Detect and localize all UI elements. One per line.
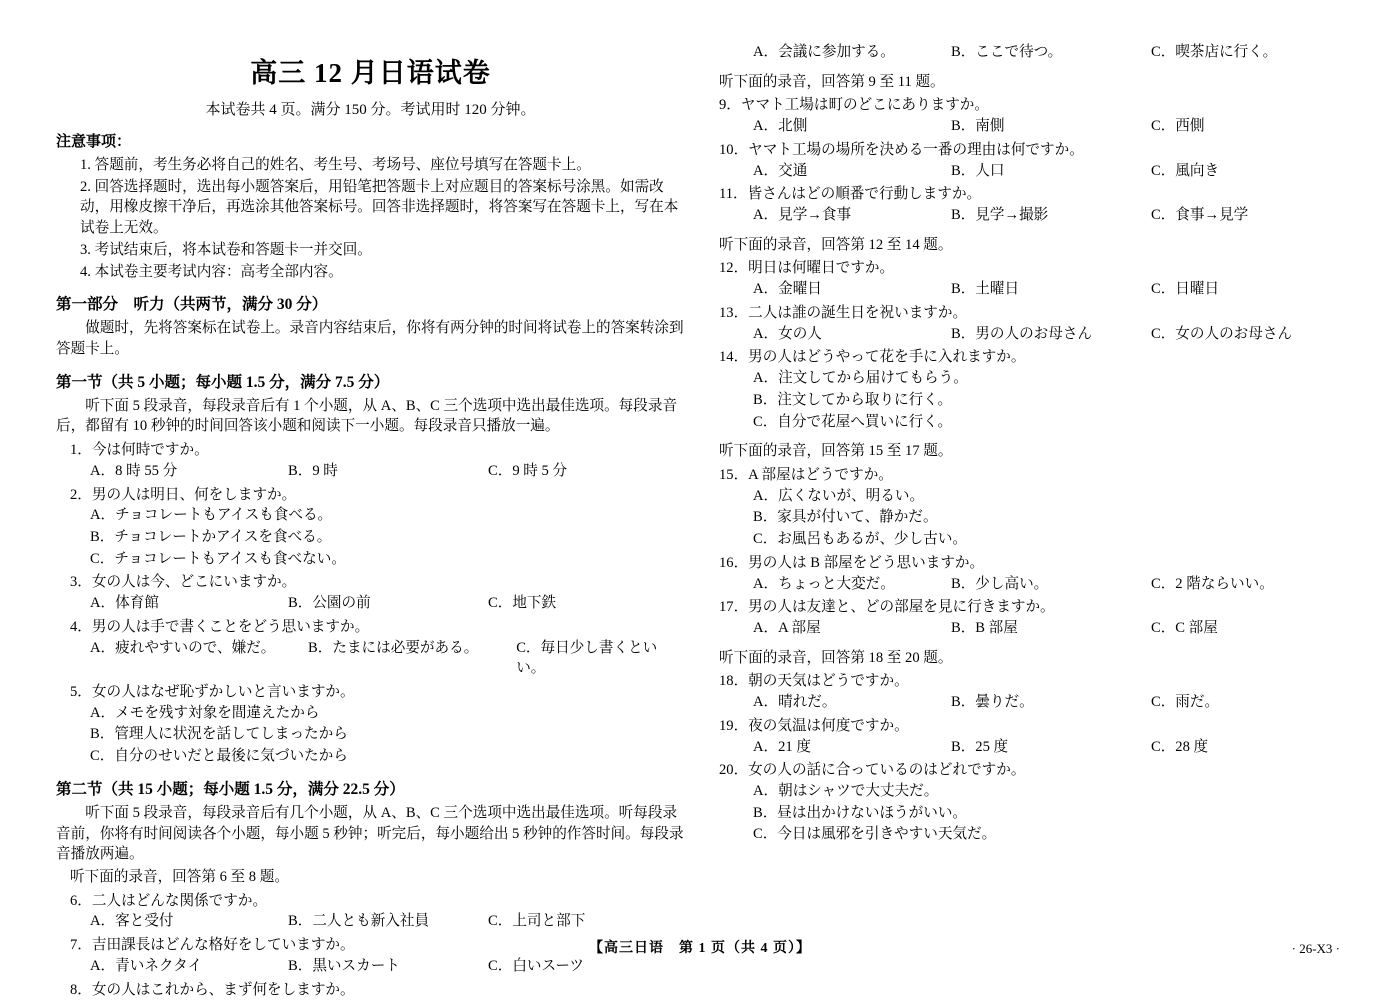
question-15 bbox=[719, 465, 1344, 486]
footer-page-label: 【高三日语 第 1 页（共 4 页）】 bbox=[589, 941, 811, 956]
option-a[interactable]: A．金曜日 bbox=[752, 281, 822, 298]
question-number: 7． bbox=[70, 937, 92, 954]
option-b[interactable]: B．男の人のお母さん bbox=[950, 325, 1093, 342]
option-a[interactable]: A．見学→食事 bbox=[752, 207, 852, 224]
option-c[interactable]: C．女の人のお母さん bbox=[1150, 325, 1293, 342]
option-b[interactable]: B．ここで待つ。 bbox=[950, 44, 1063, 60]
option-a[interactable]: A．A 部屋 bbox=[752, 619, 821, 636]
notice-item: 1. 答题前，考生务必将自己的姓名、考生号、考场号、座位号填写在答题卡上。 bbox=[80, 156, 591, 173]
option-b[interactable]: B．見学→撮影 bbox=[950, 207, 1049, 224]
question-5 bbox=[70, 682, 685, 703]
option-b[interactable]: B．少し高い。 bbox=[950, 575, 1049, 592]
notice-item: 3. 考试结束后，将本试卷和答题卡一并交回。 bbox=[80, 241, 372, 258]
question-stem: 女の人は今、どこにいますか。 bbox=[91, 574, 297, 591]
right-column bbox=[719, 38, 1344, 918]
option-a[interactable]: A．8 時 55 分 bbox=[90, 462, 178, 479]
option-b[interactable]: B．南側 bbox=[950, 118, 1005, 135]
question-number: 14． bbox=[718, 349, 749, 366]
question-stem: 男の人は手で書くことをどう思いますか。 bbox=[91, 618, 370, 635]
option-a[interactable]: A．21 度 bbox=[752, 738, 811, 755]
exam-subtitle: 本试卷共 4 页。满分 150 分。考试用时 120 分钟。 bbox=[205, 102, 536, 119]
options-14 bbox=[753, 368, 1344, 432]
option-a[interactable]: A．注文してから届けてもらう。 bbox=[752, 370, 968, 387]
question-stem: 皆さんはどの順番で行動しますか。 bbox=[747, 186, 982, 203]
option-c[interactable]: C．西側 bbox=[1150, 118, 1205, 135]
option-c[interactable]: C．風向き bbox=[1150, 162, 1220, 179]
option-b[interactable]: B．たまには必要がある。 bbox=[308, 639, 479, 656]
question-stem: 男の人はどうやって花を手に入れますか。 bbox=[748, 349, 1026, 366]
option-c[interactable]: C．2 階ならいい。 bbox=[1150, 575, 1274, 592]
question-13 bbox=[719, 303, 1344, 324]
question-stem: 夜の気温は何度ですか。 bbox=[748, 717, 909, 734]
question-20 bbox=[719, 760, 1344, 781]
options-4 bbox=[90, 638, 685, 679]
question-stem: 男の人は明日、何をしますか。 bbox=[91, 486, 297, 503]
options-3 bbox=[90, 593, 685, 614]
options-9 bbox=[753, 116, 1344, 137]
options-10 bbox=[753, 161, 1344, 182]
question-stem: ヤマト工場の場所を決める一番の理由は何ですか。 bbox=[748, 141, 1084, 158]
options-12 bbox=[753, 279, 1344, 300]
options-11 bbox=[753, 205, 1344, 226]
part1-heading: 第一部分 听力（共两节，满分 30 分） bbox=[56, 296, 328, 314]
options-8 bbox=[753, 42, 1344, 63]
question-stem: 男の人は B 部屋をどう思いますか。 bbox=[748, 554, 985, 571]
page-footer bbox=[0, 937, 1400, 957]
listen-label-18-20: 听下面的录音，回答第 18 至 20 题。 bbox=[718, 649, 953, 666]
question-number: 2． bbox=[70, 486, 92, 503]
option-c[interactable]: C．雨だ。 bbox=[1150, 694, 1220, 711]
question-number: 18． bbox=[718, 673, 749, 690]
option-c[interactable]: C．自分のせいだと最後に気づいたから bbox=[90, 748, 348, 765]
section2-heading: 第二节（共 15 小题；每小题 1.5 分，满分 22.5 分） bbox=[56, 780, 405, 798]
option-a[interactable]: A．疲れやすいので、嫌だ。 bbox=[90, 639, 276, 656]
question-10 bbox=[719, 140, 1344, 161]
option-b[interactable]: B．公園の前 bbox=[288, 595, 371, 612]
question-12 bbox=[719, 258, 1344, 279]
option-c[interactable]: C．チョコレートもアイスも食べない。 bbox=[90, 550, 346, 567]
question-stem: A 部屋はどうですか。 bbox=[748, 466, 893, 483]
footer-paper-code: · 26-X3 · bbox=[1291, 941, 1340, 956]
notice-item: 2. 回答选择题时，选出每小题答案后，用铅笔把答题卡上对应题目的答案标号涂黑。如需改动，用橡皮擦干净后，再选涂其他答案标号。回答非选择题时，将答案写在答题卡上，写在本试卷上无效。 bbox=[80, 178, 679, 237]
question-1 bbox=[70, 440, 685, 461]
question-19 bbox=[719, 716, 1344, 737]
option-a[interactable]: A．広くないが、明るい。 bbox=[752, 487, 925, 504]
option-c[interactable]: C．白いスーツ bbox=[488, 957, 584, 974]
question-stem: 今は何時ですか。 bbox=[91, 442, 209, 459]
question-2 bbox=[70, 485, 685, 506]
question-6 bbox=[70, 891, 685, 912]
option-a[interactable]: A．ちょっと大変だ。 bbox=[752, 575, 895, 592]
section1-intro: 听下面 5 段录音，每段录音后有 1 个小题，从 A、B、C 三个选项中选出最佳选项。每段录音后，都留有 10 秒钟的时间回答该小题和阅读下一小题。每段录音只播放一遍。 bbox=[56, 397, 678, 435]
option-a[interactable]: A．会議に参加する。 bbox=[752, 44, 895, 60]
option-b[interactable]: B．曇りだ。 bbox=[950, 694, 1034, 711]
option-c[interactable]: C．9 時 5 分 bbox=[488, 462, 568, 479]
option-b[interactable]: B．25 度 bbox=[950, 738, 1009, 755]
question-number: 12． bbox=[718, 260, 749, 277]
option-a[interactable]: A．チョコレートもアイスも食べる。 bbox=[90, 507, 333, 524]
page-title: 高三 12 月日语试卷 bbox=[250, 58, 491, 88]
options-16 bbox=[753, 574, 1344, 595]
options-20 bbox=[753, 781, 1344, 845]
part1-intro: 做题时，先将答案标在试卷上。录音内容结束后，你将有两分钟的时间将试卷上的答案转涂到答题卡上。 bbox=[56, 320, 684, 357]
option-b[interactable]: B．管理人に状況を話してしまったから bbox=[90, 726, 348, 743]
option-c[interactable]: C．毎日少し書くといい。 bbox=[516, 639, 658, 677]
option-b[interactable]: B．二人とも新入社員 bbox=[288, 913, 430, 930]
question-number: 17． bbox=[718, 599, 749, 616]
option-b[interactable]: B．B 部屋 bbox=[950, 619, 1018, 636]
option-c[interactable]: C．28 度 bbox=[1150, 738, 1209, 755]
options-5 bbox=[90, 703, 685, 767]
question-number: 9． bbox=[718, 97, 741, 114]
option-a[interactable]: A．青いネクタイ bbox=[90, 957, 203, 974]
section2-intro: 听下面 5 段录音，每段录音后有几个小题，从 A、B、C 三个选项中选出最佳选项。听每段录音前，你将有时间阅读各个小题，每小题 5 秒钟；听完后，每小题给出 5 秒钟的作答时间。每段录音播放两遍。 bbox=[56, 804, 684, 863]
question-stem: 朝の天気はどうですか。 bbox=[748, 673, 909, 690]
option-b[interactable]: B．注文してから取りに行く。 bbox=[752, 391, 953, 408]
question-4 bbox=[70, 617, 685, 638]
option-c[interactable]: C．C 部屋 bbox=[1150, 619, 1218, 636]
question-stem: 吉田課長はどんな格好をしていますか。 bbox=[91, 937, 355, 954]
option-a[interactable]: A．体育館 bbox=[90, 595, 159, 612]
option-b[interactable]: B．人口 bbox=[950, 162, 1005, 179]
question-number: 5． bbox=[70, 684, 92, 701]
question-number: 3． bbox=[70, 574, 92, 591]
question-stem: 女の人はこれから、まず何をしますか。 bbox=[91, 981, 355, 998]
question-number: 11． bbox=[718, 186, 748, 203]
question-number: 13． bbox=[718, 304, 749, 321]
question-11 bbox=[719, 184, 1344, 205]
section1-heading: 第一节（共 5 小题；每小题 1.5 分，满分 7.5 分） bbox=[56, 373, 390, 391]
options-17 bbox=[753, 618, 1344, 639]
options-1 bbox=[90, 461, 685, 482]
option-c[interactable]: C．お風呂もあるが、少し古い。 bbox=[752, 531, 968, 548]
question-16 bbox=[719, 553, 1344, 574]
listen-label-6-8: 听下面的录音，回答第 6 至 8 题。 bbox=[70, 869, 289, 886]
option-c[interactable]: C．喫茶店に行く。 bbox=[1150, 44, 1278, 60]
question-number: 4． bbox=[70, 618, 92, 635]
option-c[interactable]: C．今日は風邪を引きやすい天気だ。 bbox=[752, 826, 997, 843]
option-a[interactable]: A．メモを残す対象を間違えたから bbox=[90, 704, 320, 721]
option-b[interactable]: B．昼は出かけないほうがいい。 bbox=[752, 804, 968, 821]
left-column bbox=[56, 38, 685, 998]
question-number: 8． bbox=[70, 981, 92, 998]
options-15 bbox=[753, 486, 1344, 550]
question-stem: 二人はどんな関係ですか。 bbox=[91, 892, 268, 909]
question-stem: ヤマト工場は町のどこにありますか。 bbox=[740, 97, 989, 114]
option-b[interactable]: B．家具が付いて、静かだ。 bbox=[752, 509, 938, 526]
option-b[interactable]: B．9 時 bbox=[288, 462, 338, 479]
question-9 bbox=[719, 95, 1344, 116]
option-c[interactable]: C．食事→見学 bbox=[1150, 207, 1249, 224]
listen-label-12-14: 听下面的录音，回答第 12 至 14 题。 bbox=[718, 236, 953, 253]
question-18 bbox=[719, 671, 1344, 692]
notice-item: 4. 本试卷主要考试内容：高考全部内容。 bbox=[80, 263, 343, 280]
options-2 bbox=[90, 505, 685, 569]
option-c[interactable]: C．自分で花屋へ買いに行く。 bbox=[752, 413, 953, 430]
question-stem: 明日は何曜日ですか。 bbox=[748, 260, 895, 277]
listen-label-15-17: 听下面的录音，回答第 15 至 17 题。 bbox=[718, 443, 953, 460]
option-c[interactable]: C．地下鉄 bbox=[488, 595, 557, 612]
question-stem: 男の人は友達と、どの部屋を見に行きますか。 bbox=[748, 599, 1055, 616]
option-b[interactable]: B．土曜日 bbox=[950, 281, 1020, 298]
question-number: 10． bbox=[718, 141, 749, 158]
question-17 bbox=[719, 597, 1344, 618]
question-stem: 二人は誰の誕生日を祝いますか。 bbox=[748, 304, 968, 321]
question-number: 16． bbox=[718, 554, 749, 571]
question-3 bbox=[70, 572, 685, 593]
options-6 bbox=[90, 911, 685, 932]
option-a[interactable]: A．交通 bbox=[752, 162, 808, 179]
option-a[interactable]: A．女の人 bbox=[752, 325, 822, 342]
question-number: 19． bbox=[718, 717, 749, 734]
question-stem: 女の人の話に合っているのはどれですか。 bbox=[748, 762, 1026, 779]
options-7 bbox=[90, 956, 685, 977]
listen-label-9-11: 听下面的录音，回答第 9 至 11 题。 bbox=[718, 73, 945, 90]
question-number: 1． bbox=[70, 442, 92, 459]
question-number: 15． bbox=[718, 466, 749, 483]
option-c[interactable]: C．上司と部下 bbox=[488, 913, 586, 930]
notice-heading: 注意事项： bbox=[56, 133, 132, 150]
option-a[interactable]: A．晴れだ。 bbox=[752, 694, 837, 711]
option-a[interactable]: A．朝はシャツで大丈夫だ。 bbox=[752, 783, 939, 799]
option-c[interactable]: C．日曜日 bbox=[1150, 281, 1220, 298]
option-b[interactable]: B．黒いスカート bbox=[288, 957, 400, 974]
options-18 bbox=[753, 692, 1344, 713]
option-a[interactable]: A．客と受付 bbox=[90, 913, 174, 930]
question-number: 20． bbox=[718, 762, 749, 779]
option-b[interactable]: B．チョコレートかアイスを食べる。 bbox=[90, 528, 332, 545]
options-19 bbox=[753, 737, 1344, 758]
options-13 bbox=[753, 324, 1344, 345]
question-14 bbox=[719, 347, 1344, 368]
option-a[interactable]: A．北側 bbox=[752, 118, 808, 135]
question-number: 6． bbox=[70, 892, 92, 909]
question-stem: 女の人はなぜ恥ずかしいと言いますか。 bbox=[91, 684, 355, 701]
